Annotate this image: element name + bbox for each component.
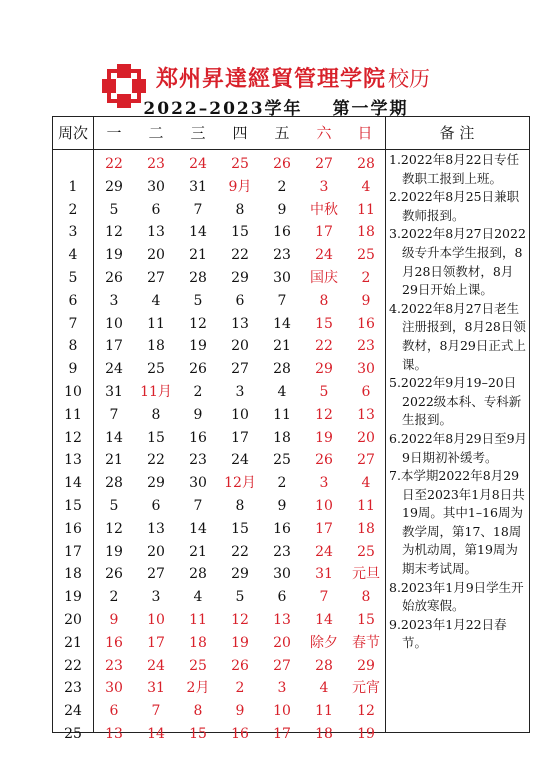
day-cell: 除夕 [310, 634, 338, 651]
week-number: 6 [68, 292, 78, 309]
day-cell: 15 [315, 315, 333, 332]
week-number: 3 [68, 224, 78, 241]
day-cell: 29 [231, 270, 249, 286]
day-cell: 3 [109, 292, 119, 309]
week-number: 18 [64, 566, 82, 583]
day-cell: 20 [231, 338, 249, 355]
day-cell: 2 [361, 270, 371, 286]
header-divider [53, 149, 529, 150]
day-cell: 13 [273, 612, 291, 628]
day-cell: 16 [273, 520, 291, 537]
week-number: 2 [68, 201, 78, 218]
day-cell: 23 [273, 543, 291, 560]
day-cell: 9月 [228, 178, 252, 195]
header-day: 三 [190, 124, 206, 142]
week-number: 8 [68, 338, 78, 355]
day-cell: 31 [147, 680, 165, 697]
week-row [53, 381, 385, 404]
week-row [53, 655, 385, 678]
day-cell: 29 [105, 178, 123, 195]
doc-title: 校历 [388, 67, 431, 91]
day-cell: 9 [235, 703, 245, 720]
week-number: 13 [64, 452, 82, 469]
day-cell: 23 [105, 657, 123, 674]
week-number: 1 [68, 178, 78, 195]
week-number: 16 [64, 520, 82, 537]
day-cell: 6 [361, 384, 371, 400]
week-row [53, 358, 385, 381]
day-cell: 7 [193, 201, 203, 218]
day-cell: 7 [109, 406, 119, 423]
day-cell: 29 [357, 657, 375, 674]
day-cell: 8 [319, 292, 329, 309]
week-number: 4 [68, 247, 78, 264]
day-cell: 3 [235, 384, 245, 400]
note-item: 4.2022年8月27日老生注册报到，8月28日领教材，8月29日正式上课。 [389, 300, 526, 372]
day-cell: 8 [235, 201, 245, 218]
notes-column [389, 151, 529, 653]
day-cell: 15 [231, 520, 249, 537]
day-cell: 2月 [186, 680, 210, 697]
week-row [53, 518, 385, 541]
header-day: 二 [148, 124, 164, 142]
week-number: 14 [64, 475, 82, 492]
day-cell: 5 [109, 498, 119, 514]
day-cell: 18 [357, 520, 375, 537]
day-cell: 24 [105, 361, 123, 378]
day-cell: 22 [231, 543, 249, 560]
day-cell: 13 [147, 520, 165, 537]
header-day: 五 [274, 124, 290, 142]
title [156, 62, 430, 93]
day-cell: 17 [315, 224, 333, 241]
day-cell: 19 [357, 726, 375, 742]
day-cell: 21 [189, 247, 207, 264]
day-cell: 12 [105, 224, 123, 241]
day-cell: 10 [147, 612, 165, 628]
day-cell: 28 [357, 156, 375, 172]
day-cell: 春节 [352, 634, 380, 651]
day-cell: 15 [147, 429, 165, 446]
day-cell: 3 [151, 589, 161, 606]
day-cell: 16 [357, 315, 375, 332]
day-cell: 7 [193, 498, 203, 514]
day-cell: 15 [357, 612, 375, 628]
day-cell: 21 [105, 452, 123, 469]
day-cell: 14 [189, 224, 207, 241]
day-cell: 20 [273, 634, 291, 651]
day-cell: 27 [147, 566, 165, 583]
day-cell: 29 [315, 361, 333, 378]
day-cell: 23 [273, 247, 291, 264]
week-row [53, 335, 385, 358]
day-cell: 3 [319, 475, 329, 492]
day-cell: 国庆 [310, 270, 338, 286]
note-item: 8.2023年1月9日学生开始放寒假。 [389, 579, 524, 614]
week-number: 7 [68, 315, 78, 332]
note-item: 5.2022年9月19–20日2022级本科、专科新生报到。 [389, 375, 522, 428]
day-cell: 27 [315, 156, 333, 172]
day-cell: 6 [277, 589, 287, 606]
day-cell: 元宵 [352, 680, 380, 697]
day-cell: 9 [277, 201, 287, 218]
day-cell: 19 [315, 429, 333, 446]
day-cell: 4 [193, 589, 203, 606]
day-cell: 6 [151, 201, 161, 218]
calendar-table [52, 116, 530, 742]
day-cell: 12 [105, 520, 123, 537]
day-cell: 12 [315, 406, 333, 423]
day-cell: 26 [315, 452, 333, 469]
day-cell: 24 [189, 156, 207, 172]
day-cell: 14 [315, 612, 333, 628]
header-notes: 备 注 [439, 124, 475, 142]
week-number: 24 [64, 703, 82, 720]
day-cell: 30 [189, 475, 207, 492]
day-cell: 28 [105, 475, 123, 492]
day-cell: 17 [147, 634, 165, 651]
week-row [53, 267, 385, 290]
day-cell: 6 [235, 292, 245, 309]
day-cell: 6 [151, 498, 161, 514]
week-row [53, 609, 385, 632]
header-day: 六 [316, 124, 332, 142]
day-cell: 13 [357, 406, 375, 423]
day-cell: 18 [315, 726, 333, 742]
subtitle-term: 第一学期 [332, 99, 409, 119]
day-cell: 24 [147, 657, 165, 674]
day-cell: 25 [357, 543, 375, 560]
day-cell: 11月 [140, 384, 172, 400]
week-row [53, 495, 385, 518]
header-day: 日 [357, 124, 373, 142]
week-row [53, 244, 385, 267]
day-cell: 25 [273, 452, 291, 469]
note-item: 1.2022年8月22日专任教职工报到上班。 [389, 152, 520, 186]
week-row [53, 700, 385, 723]
week-row [53, 153, 385, 176]
day-cell: 8 [361, 589, 371, 606]
day-cell: 5 [319, 384, 329, 400]
day-cell: 13 [147, 224, 165, 241]
day-cell: 14 [105, 429, 123, 446]
day-cell: 6 [109, 703, 119, 720]
day-cell: 25 [147, 361, 165, 378]
day-cell: 2 [235, 680, 245, 697]
subtitle-year: 2022–2023学年 [143, 99, 303, 119]
day-cell: 4 [277, 384, 287, 400]
day-cell: 20 [357, 429, 375, 446]
day-cell: 15 [231, 224, 249, 241]
week-row [53, 632, 385, 655]
day-cell: 5 [235, 589, 245, 606]
day-cell: 27 [357, 452, 375, 469]
week-row [53, 541, 385, 564]
day-cell: 8 [193, 703, 203, 720]
day-cell: 11 [357, 498, 375, 514]
note-item: 3.2022年8月27日2022级专升本学生报到，8月28日领教材，8月29日开始上课。 [389, 226, 526, 298]
day-cell: 9 [361, 292, 371, 309]
day-cell: 30 [357, 361, 375, 378]
day-cell: 10 [273, 703, 291, 720]
week-row [53, 313, 385, 336]
day-cell: 2 [109, 589, 119, 606]
day-cell: 17 [315, 520, 333, 537]
day-cell: 5 [109, 201, 119, 218]
day-cell: 14 [147, 726, 165, 742]
day-cell: 15 [189, 726, 207, 742]
day-cell: 11 [315, 703, 333, 720]
day-cell: 19 [105, 543, 123, 560]
day-cell: 24 [315, 543, 333, 560]
week-number: 17 [64, 543, 82, 560]
day-cell: 30 [273, 566, 291, 583]
day-cell: 25 [231, 156, 249, 172]
week-row [53, 586, 385, 609]
day-cell: 21 [273, 338, 291, 355]
day-cell: 7 [277, 292, 287, 309]
day-cell: 26 [105, 566, 123, 583]
day-cell: 3 [319, 178, 329, 195]
week-number: 9 [68, 361, 78, 378]
day-cell: 25 [357, 247, 375, 264]
week-row [53, 677, 385, 700]
week-number: 19 [64, 589, 82, 606]
day-cell: 4 [361, 178, 371, 195]
day-cell: 29 [231, 566, 249, 583]
day-cell: 26 [105, 270, 123, 286]
day-cell: 23 [357, 338, 375, 355]
school-name: 郑州昇達經貿管理学院 [156, 66, 387, 92]
day-cell: 2 [193, 384, 203, 400]
day-cell: 4 [151, 292, 161, 309]
day-cell: 10 [231, 406, 249, 423]
day-cell: 2 [277, 178, 287, 195]
day-cell: 24 [315, 247, 333, 264]
note-item: 6.2022年8月29日至9月9日期初补缓考。 [389, 430, 528, 465]
day-cell: 7 [319, 589, 329, 606]
week-number: 10 [64, 384, 82, 400]
day-cell: 9 [193, 406, 203, 423]
week-row [53, 449, 385, 472]
week-number: 22 [64, 657, 82, 674]
day-cell: 元旦 [352, 566, 380, 583]
day-cell: 26 [231, 657, 249, 674]
day-cell: 22 [231, 247, 249, 264]
day-cell: 30 [105, 680, 123, 697]
day-cell: 20 [147, 247, 165, 264]
note-item: 2.2022年8月25日兼职教师报到。 [389, 189, 520, 223]
day-cell: 14 [273, 315, 291, 332]
day-cell: 18 [189, 634, 207, 651]
header-day: 一 [106, 124, 122, 142]
day-cell: 31 [189, 178, 207, 195]
day-cell: 10 [105, 315, 123, 332]
week-number: 5 [68, 270, 78, 286]
day-cell: 8 [235, 498, 245, 514]
week-row [53, 199, 385, 222]
day-cell: 12 [231, 612, 249, 628]
day-cell: 19 [105, 247, 123, 264]
day-cell: 18 [147, 338, 165, 355]
day-cell: 28 [273, 361, 291, 378]
day-cell: 31 [105, 384, 123, 400]
day-cell: 16 [105, 634, 123, 651]
header-day: 四 [232, 124, 248, 142]
day-cell: 12 [357, 703, 375, 720]
note-item: 7.本学期2022年8月29日至2023年1月8日共19周。其中1–16周为教学周，第17、18周为机动周，第19周为期末考试周。 [389, 468, 525, 577]
day-cell: 9 [277, 498, 287, 514]
day-cell: 17 [273, 726, 291, 742]
week-number: 23 [64, 680, 82, 697]
week-row [53, 221, 385, 244]
week-row [53, 404, 385, 427]
header-week: 周次 [57, 124, 88, 142]
day-cell: 18 [357, 224, 375, 241]
day-cell: 24 [231, 452, 249, 469]
day-cell: 29 [147, 475, 165, 492]
day-cell: 2 [277, 475, 287, 492]
day-cell: 21 [189, 543, 207, 560]
day-cell: 19 [189, 338, 207, 355]
day-cell: 17 [231, 429, 249, 446]
day-cell: 19 [231, 634, 249, 651]
week-row [53, 427, 385, 450]
note-item: 9.2023年1月22日春节。 [389, 616, 507, 651]
day-cell: 中秋 [310, 201, 338, 218]
week-number: 15 [64, 498, 82, 514]
day-cell: 27 [273, 657, 291, 674]
day-cell: 12月 [224, 475, 256, 492]
day-cell: 22 [105, 156, 123, 172]
day-cell: 8 [151, 406, 161, 423]
day-cell: 30 [273, 270, 291, 286]
day-cell: 28 [189, 566, 207, 583]
day-cell: 16 [273, 224, 291, 241]
day-cell: 10 [315, 498, 333, 514]
day-cell: 28 [189, 270, 207, 286]
day-cell: 3 [277, 680, 287, 697]
day-cell: 22 [315, 338, 333, 355]
day-cell: 13 [105, 726, 123, 742]
week-number: 12 [64, 429, 82, 446]
day-cell: 27 [147, 270, 165, 286]
week-number: 11 [64, 406, 82, 423]
week-row [53, 176, 385, 199]
day-cell: 25 [189, 657, 207, 674]
week-number: 25 [64, 726, 82, 742]
day-cell: 12 [189, 315, 207, 332]
day-cell: 4 [319, 680, 329, 697]
day-cell: 7 [151, 703, 161, 720]
day-cell: 16 [189, 429, 207, 446]
day-cell: 17 [105, 338, 123, 355]
week-number: 20 [64, 612, 82, 628]
day-cell: 26 [273, 156, 291, 172]
day-cell: 20 [147, 543, 165, 560]
day-cell: 27 [231, 361, 249, 378]
day-cell: 5 [193, 292, 203, 309]
day-cell: 23 [189, 452, 207, 469]
day-cell: 4 [361, 475, 371, 492]
day-cell: 11 [357, 201, 375, 218]
day-cell: 26 [189, 361, 207, 378]
day-cell: 14 [189, 520, 207, 537]
day-cell: 22 [147, 452, 165, 469]
week-row [53, 290, 385, 313]
day-cell: 30 [147, 178, 165, 195]
week-row [53, 472, 385, 495]
day-cell: 11 [273, 406, 291, 423]
week-number: 21 [64, 634, 82, 651]
day-cell: 18 [273, 429, 291, 446]
day-cell: 9 [109, 612, 119, 628]
week-row [53, 723, 385, 746]
week-row [53, 563, 385, 586]
day-cell: 23 [147, 156, 165, 172]
day-cell: 28 [315, 657, 333, 674]
day-cell: 11 [147, 315, 165, 332]
day-cell: 16 [231, 726, 249, 742]
day-cell: 31 [315, 566, 333, 583]
day-cell: 13 [231, 315, 249, 332]
day-cell: 11 [189, 612, 207, 628]
